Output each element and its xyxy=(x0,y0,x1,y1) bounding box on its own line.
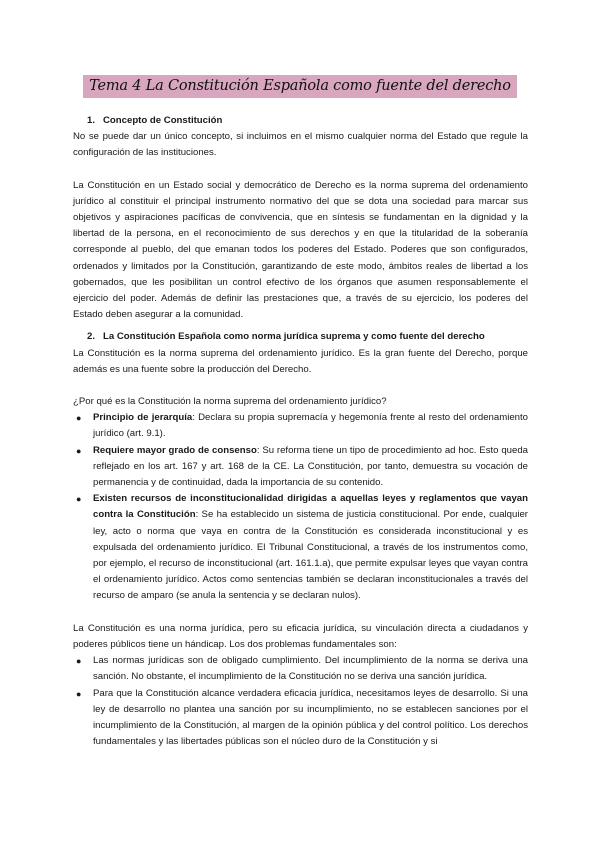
bullet-icon: ● xyxy=(76,688,82,699)
section-2-paragraph-1: La Constitución es la norma suprema del ordenamiento jurídico. Es la gran fuente del Derecho, porque además es una fuente sobre la producción del Derecho. xyxy=(73,347,528,375)
supremacy-list xyxy=(73,410,528,604)
problems-list xyxy=(73,653,528,750)
section-2-question: ¿Por qué es la Constitución la norma suprema del ordenamiento jurídico? xyxy=(73,396,387,408)
list-item: ● Las normas jurídicas son de obligado cumplimiento. Del incumplimiento de la norma se deriva una sanción. No obstante, el incumplimiento de la Constitución no se deriva una sanción jurídica. xyxy=(76,655,528,683)
bullet-icon: ● xyxy=(76,445,82,456)
document-body xyxy=(73,113,528,750)
section-2-title: La Constitución Española como norma jurídica suprema y como fuente del derecho xyxy=(103,331,485,343)
section-2-heading xyxy=(73,329,528,345)
section-2-number: 2. xyxy=(86,331,95,343)
list-item: ● Principio de jerarquía: Declara su propia supremacía y hegemonía frente al resto del ordenamiento jurídico (art. 9.1). xyxy=(76,412,528,440)
list-item: ● Para que la Constitución alcance verdadera eficacia jurídica, necesitamos leyes de desarrollo. Si una ley de desarrollo no plantea una sanción por su incumplimiento, no se establecen sanciones por el incumplimiento de la Constitución, al margen de la opinión pública y del control político. Los derechos fundamentales y las libertades públicas son el núcleo duro de la Constitución y si xyxy=(76,687,528,748)
bullet-icon: ● xyxy=(76,413,82,424)
section-1-paragraph-2: La Constitución en un Estado social y democrático de Derecho es la norma suprema del ordenamiento jurídico al constituir el principal instrumento normativo del que se dota una sociedad para marcar sus objetivos y aspiraciones pacíficas de convivencia, que en síntesis se fundamentan en la dignidad y la libertad de la persona, en el reconocimiento de sus derechos y en que la titularidad de la soberanía corresponde al pueblo, del que emanan todos los poderes del Estado. Poderes que son configurados, ordenados y limitados por la Constitución, garantizando de este modo, ámbitos reales de libertad a los gobernados, que les posibilitan un control efectivo de los órganos que asumen responsablemente el ejercicio del poder. Además de definir las prestaciones que, a través de su ejercicio, los poderes del Estado deben asegurar a la comunidad. xyxy=(73,179,528,321)
list-item: ● Existen recursos de inconstitucionalidad dirigidas a aquellas leyes y reglamentos que vayan contra la Constitución: Se ha establecido un sistema de justicia constitucional. Por ende, cualquier ley, acto o norma que vaya en contra de la Constitución es considerada inconstitucional y es expulsada del ordenamiento jurídico. El Tribunal Constitucional, a través de los instrumentos como, por ejemplo, el recurso de inconstitucional (art. 161.1.a), que permite expulsar leyes que vayan contra el ordenamiento jurídico. Actos como sentencias también se declaran inconstitucionales a través del recurso de amparo (se anula la sentencia y se declaran nulos). xyxy=(76,493,529,602)
bullet-icon: ● xyxy=(76,656,82,667)
section-1-heading xyxy=(73,113,528,129)
section-2-paragraph-2: La Constitución es una norma jurídica, pero su eficacia jurídica, su vinculación directa a ciudadanos y poderes públicos tiene un hándicap. Los dos problemas fundamentales son: xyxy=(73,622,528,650)
section-1-number: 1. xyxy=(86,115,95,126)
section-1-paragraph-1: No se puede dar un único concepto, si incluimos en el mismo cualquier norma del Estado que regule la configuración de las instituciones. xyxy=(73,131,528,159)
list-item: ● Requiere mayor grado de consenso: Su reforma tiene un tipo de procedimiento ad hoc. Esto queda reflejado en los art. 167 y art. 168 de la CE. La Constitución, por tanto, demuestra su vocación de permanencia y de continuidad, dada la importancia de su contenido. xyxy=(76,444,529,489)
section-1-title: Concepto de Constitución xyxy=(103,115,223,126)
bullet-icon: ● xyxy=(76,494,82,505)
document-title: Tema 4 La Constitución Española como fuente del derecho xyxy=(83,75,517,98)
